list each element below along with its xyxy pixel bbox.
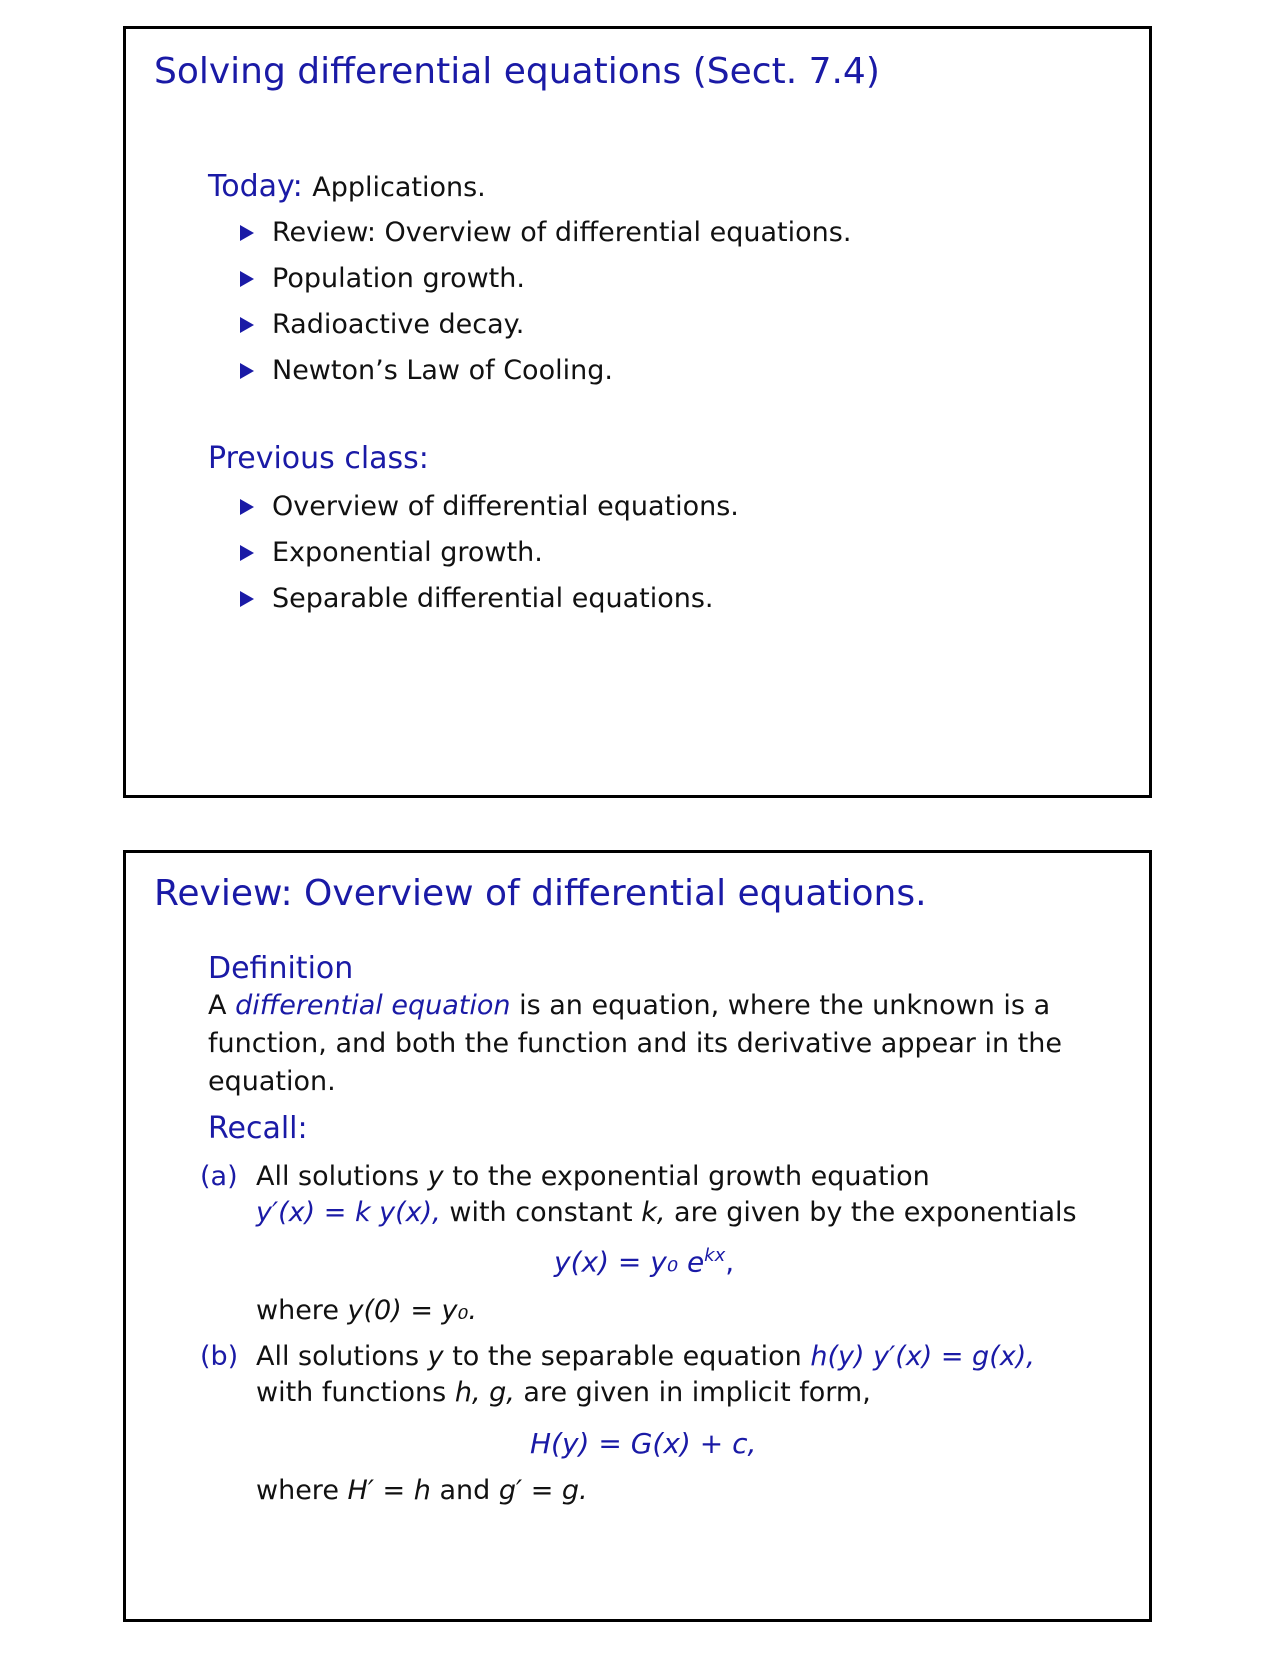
exp-growth-equation: y′(x) = k y(x), xyxy=(256,1197,441,1228)
item-b-line2: with functions h, g, are given in implicit form, xyxy=(256,1377,871,1408)
bullet-triangle-icon xyxy=(240,317,254,333)
list-item: Newton’s Law of Cooling. xyxy=(240,355,613,386)
bullet-triangle-icon xyxy=(240,545,254,561)
slide-2 xyxy=(123,850,1152,1622)
definition-heading: Definition xyxy=(208,951,354,986)
item-a-label: (a) xyxy=(200,1161,238,1192)
previous-heading: Previous class: xyxy=(208,441,429,476)
definition-text: A differential equation is an equation, where the unknown is a function, and both the function and its derivative appear in the equation. xyxy=(208,990,1062,1097)
bullet-triangle-icon xyxy=(240,271,254,287)
slide-1 xyxy=(123,26,1152,798)
item-a-where: where y(0) = y₀. xyxy=(256,1295,477,1326)
list-item: Population growth. xyxy=(240,263,525,294)
today-text: Applications. xyxy=(312,172,486,203)
slide-2-title: Review: Overview of differential equations. xyxy=(154,873,927,914)
list-item: Exponential growth. xyxy=(240,537,543,568)
bullet-triangle-icon xyxy=(240,363,254,379)
item-b-label: (b) xyxy=(200,1341,239,1372)
bullet-triangle-icon xyxy=(240,591,254,607)
today-line xyxy=(208,169,486,204)
item-a-display-equation: y(x) = y₀ $e^{kx}$, xyxy=(554,1245,735,1279)
item-b-where: where H′ = h and g′ = g. xyxy=(256,1475,588,1506)
recall-heading: Recall: xyxy=(208,1111,308,1146)
bullet-triangle-icon xyxy=(240,225,254,241)
item-a-line2: y′(x) = k y(x), with constant k, are given by the exponentials xyxy=(256,1197,1077,1228)
list-item: Separable differential equations. xyxy=(240,583,714,614)
list-item: Radioactive decay. xyxy=(240,309,524,340)
item-b-line1: All solutions y to the separable equation h(y) y′(x) = g(x), xyxy=(256,1341,1035,1372)
definition-term: differential equation xyxy=(235,990,511,1021)
separable-equation: h(y) y′(x) = g(x), xyxy=(810,1341,1035,1372)
today-heading: Today: xyxy=(208,169,303,204)
list-item: Overview of differential equations. xyxy=(240,491,739,522)
bullet-triangle-icon xyxy=(240,499,254,515)
slide-1-title: Solving differential equations (Sect. 7.4) xyxy=(154,51,880,92)
list-item: Review: Overview of differential equations. xyxy=(240,217,851,248)
item-a-line1: All solutions y to the exponential growth equation xyxy=(256,1161,930,1192)
item-b-display-equation: H(y) = G(x) + c, xyxy=(530,1427,757,1460)
